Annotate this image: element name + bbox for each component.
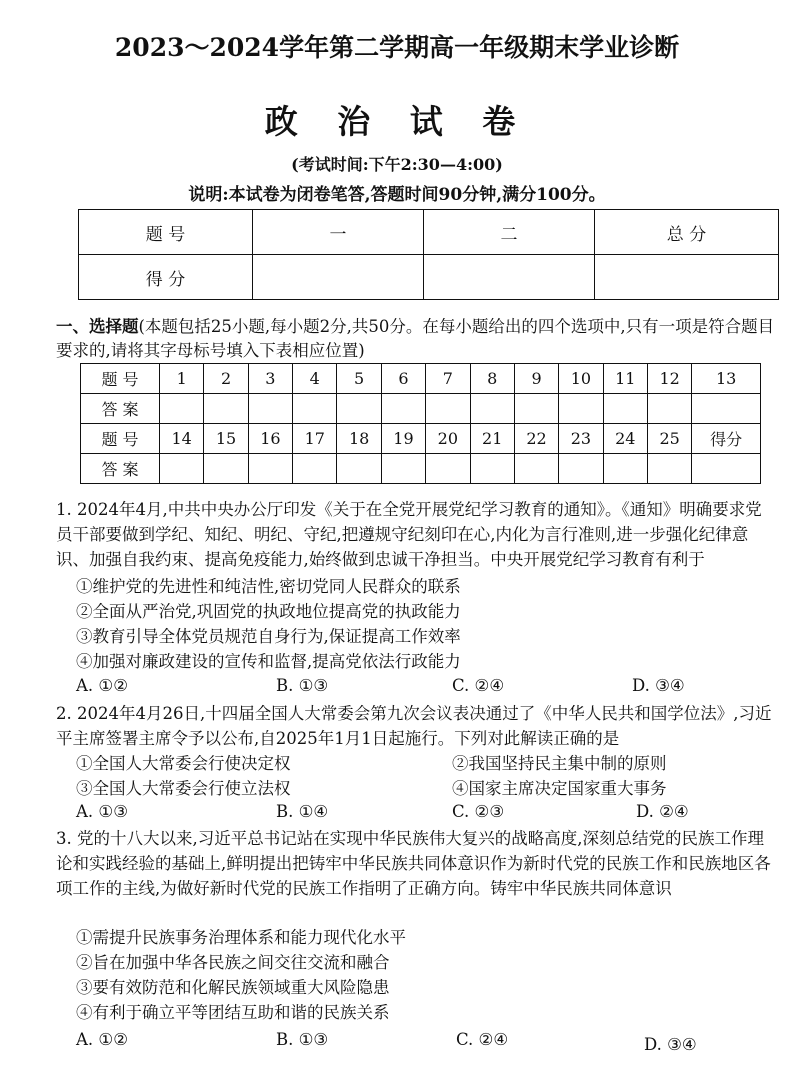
- question-3-choice-a[interactable]: A. ①②: [76, 1030, 128, 1049]
- answer-num: 10: [559, 364, 603, 394]
- question-1-choice-c[interactable]: C. ②④: [452, 676, 505, 695]
- answer-num: 5: [337, 364, 381, 394]
- question-2-item: ④国家主席决定国家重大事务: [452, 779, 667, 798]
- answer-num: 21: [470, 424, 514, 454]
- question-2-choice-a[interactable]: A. ①③: [76, 802, 128, 821]
- answer-cell[interactable]: [514, 394, 558, 424]
- question-2-item: ①全国人大常委会行使决定权: [76, 754, 291, 773]
- score-header-part1: 一: [253, 210, 424, 255]
- exam-title: 2023～2024学年第二学期高一年级期末学业诊断: [114, 33, 680, 62]
- answer-label: 答 案: [81, 394, 160, 424]
- answer-cell[interactable]: [293, 394, 337, 424]
- question-3-item: ①需提升民族事务治理体系和能力现代化水平: [76, 928, 406, 947]
- question-3-choice-c[interactable]: C. ②④: [456, 1030, 509, 1049]
- question-1-choice-a[interactable]: A. ①②: [76, 676, 128, 695]
- question-3-item: ②旨在加强中华各民族之间交往交流和融合: [76, 953, 390, 972]
- answer-cell[interactable]: [293, 454, 337, 484]
- answer-cell[interactable]: [603, 454, 647, 484]
- answer-num: 13: [692, 364, 761, 394]
- answer-cell[interactable]: [470, 394, 514, 424]
- answer-cell[interactable]: [337, 454, 381, 484]
- answer-label: 答 案: [81, 454, 160, 484]
- question-2-choice-c[interactable]: C. ②③: [452, 802, 505, 821]
- score-row-label: 得 分: [79, 255, 253, 300]
- question-1-item: ④加强对廉政建设的宣传和监督,提高党依法行政能力: [76, 652, 461, 671]
- answer-num: 14: [160, 424, 204, 454]
- question-3-stem: 3. 党的十八大以来,习近平总书记站在实现中华民族伟大复兴的战略高度,深刻总结党的民族工作理论和实践经验的基础上,鲜明提出把铸牢中华民族共同体意识作为新时代党的民族工作和民族地区各项工作的主线,为做好新时代党的民族工作指明了正确方向。铸牢中华民族共同体意识: [56, 829, 771, 898]
- question-1-item: ①维护党的先进性和纯洁性,密切党同人民群众的联系: [76, 577, 461, 596]
- answer-num: 7: [426, 364, 470, 394]
- answer-cell[interactable]: [204, 394, 248, 424]
- answer-cell[interactable]: [381, 394, 425, 424]
- answer-cell[interactable]: [248, 454, 292, 484]
- answer-num: 15: [204, 424, 248, 454]
- score-header-total: 总 分: [595, 210, 779, 255]
- answer-num: 18: [337, 424, 381, 454]
- question-3-choice-d[interactable]: D. ③④: [644, 1035, 697, 1054]
- answer-score-label: 得分: [692, 424, 761, 454]
- score-table: [78, 209, 779, 300]
- score-cell[interactable]: [424, 255, 595, 300]
- question-1-choice-b[interactable]: B. ①③: [276, 676, 329, 695]
- question-2-choice-d[interactable]: D. ②④: [636, 802, 689, 821]
- section-instructions: [56, 315, 776, 363]
- answer-cell[interactable]: [603, 394, 647, 424]
- question-2-choice-b[interactable]: B. ①④: [276, 802, 329, 821]
- question-1-item: ③教育引导全体党员规范自身行为,保证提高工作效率: [76, 627, 461, 646]
- exam-time: (考试时间:下午2:30—4:00): [291, 155, 503, 174]
- question-1-choice-d[interactable]: D. ③④: [632, 676, 685, 695]
- answer-cell[interactable]: [470, 454, 514, 484]
- answer-num-label: 题 号: [81, 424, 160, 454]
- answer-num-label: 题 号: [81, 364, 160, 394]
- answer-cell[interactable]: [559, 454, 603, 484]
- answer-cell[interactable]: [204, 454, 248, 484]
- question-3-item: ④有利于确立平等团结互助和谐的民族关系: [76, 1003, 390, 1022]
- answer-cell[interactable]: [426, 394, 470, 424]
- answer-num: 25: [647, 424, 691, 454]
- answer-cell[interactable]: [160, 454, 204, 484]
- question-3-item: ③要有效防范和化解民族领域重大风险隐患: [76, 978, 390, 997]
- answer-num: 22: [514, 424, 558, 454]
- question-3-choice-b[interactable]: B. ①③: [276, 1030, 329, 1049]
- answer-table: [80, 363, 761, 484]
- answer-num: 8: [470, 364, 514, 394]
- question-2-item: ③全国人大常委会行使立法权: [76, 779, 291, 798]
- answer-num: 4: [293, 364, 337, 394]
- answer-cell[interactable]: [381, 454, 425, 484]
- answer-num: 12: [647, 364, 691, 394]
- answer-num: 16: [248, 424, 292, 454]
- answer-cell[interactable]: [514, 454, 558, 484]
- answer-num: 3: [248, 364, 292, 394]
- answer-num: 20: [426, 424, 470, 454]
- answer-num: 17: [293, 424, 337, 454]
- answer-num: 23: [559, 424, 603, 454]
- answer-cell[interactable]: [426, 454, 470, 484]
- answer-cell[interactable]: [692, 454, 761, 484]
- score-cell[interactable]: [253, 255, 424, 300]
- subject-title: 政 治 试 卷: [264, 102, 530, 141]
- section-text: (本题包括25小题,每小题2分,共50分。在每小题给出的四个选项中,只有一项是符合题目要求的,请将其字母标号填入下表相应位置): [56, 317, 775, 360]
- exam-note: 说明:本试卷为闭卷笔答,答题时间90分钟,满分100分。: [188, 185, 606, 205]
- answer-num: 6: [381, 364, 425, 394]
- score-header-part2: 二: [424, 210, 595, 255]
- answer-cell[interactable]: [248, 394, 292, 424]
- answer-num: 24: [603, 424, 647, 454]
- question-1-item: ②全面从严治党,巩固党的执政地位提高党的执政能力: [76, 602, 461, 621]
- question-2-item: ②我国坚持民主集中制的原则: [452, 754, 667, 773]
- answer-cell[interactable]: [692, 394, 761, 424]
- question-1-stem: 1. 2024年4月,中共中央办公厅印发《关于在全党开展党纪学习教育的通知》。《通知》明确要求党员干部要做到学纪、知纪、明纪、守纪,把遵规守纪刻印在心,内化为言行准则,进一步强化纪律意识、加强自我约束、提高免疫能力,始终做到忠诚干净担当。中央开展党纪学习教育有利于: [56, 500, 762, 569]
- answer-cell[interactable]: [337, 394, 381, 424]
- answer-cell[interactable]: [559, 394, 603, 424]
- answer-num: 11: [603, 364, 647, 394]
- answer-num: 1: [160, 364, 204, 394]
- section-label: 一、选择题: [56, 317, 139, 336]
- answer-cell[interactable]: [160, 394, 204, 424]
- answer-num: 19: [381, 424, 425, 454]
- question-2-stem: 2. 2024年4月26日,十四届全国人大常委会第九次会议表决通过了《中华人民共和国学位法》,习近平主席签署主席令予以公布,自2025年1月1日起施行。下列对此解读正确的是: [56, 704, 772, 748]
- answer-cell[interactable]: [647, 394, 691, 424]
- score-header-label: 题 号: [79, 210, 253, 255]
- answer-num: 2: [204, 364, 248, 394]
- score-cell[interactable]: [595, 255, 779, 300]
- answer-cell[interactable]: [647, 454, 691, 484]
- answer-num: 9: [514, 364, 558, 394]
